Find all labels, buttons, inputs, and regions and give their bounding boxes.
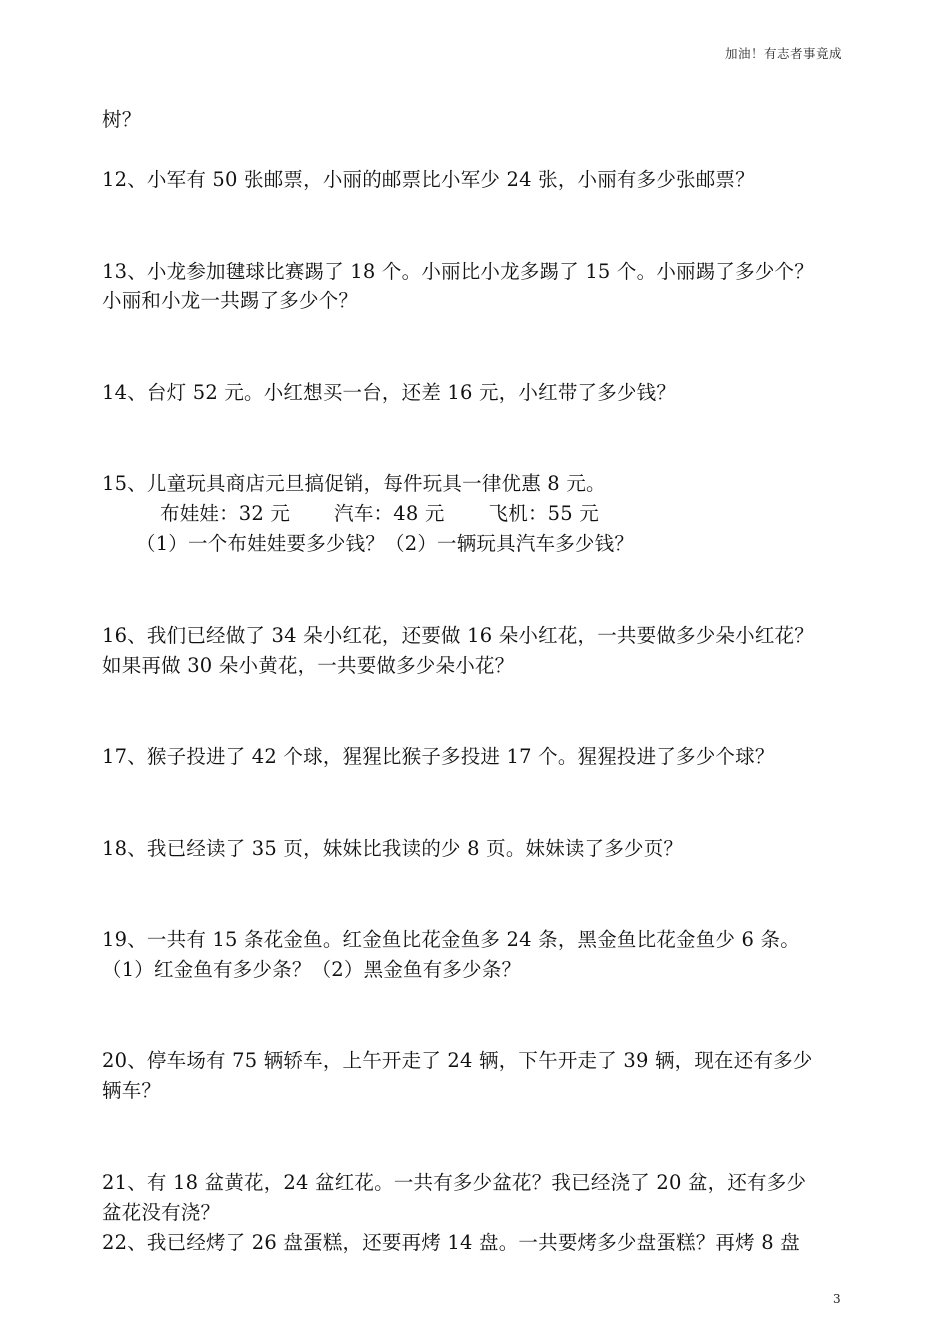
price-doll: 布娃娃：32 元 [160,502,291,525]
question-20-line1: 20、停车场有 75 辆轿车，上午开走了 24 辆，下午开走了 39 辆，现在还有多少 [102,1049,813,1072]
header-slogan: 加油！有志者事竟成 [724,46,842,61]
question-11-tail: 树？ [102,108,142,131]
question-18: 18、我已经读了 35 页，妹妹比我读的少 8 页。妹妹读了多少页？ [102,837,684,860]
price-plane: 飞机：55 元 [488,502,599,525]
page-number: 3 [833,1292,841,1306]
question-22-line1: 22、我已经烤了 26 盘蛋糕，还要再烤 14 盘。一共要烤多少盘蛋糕？再烤 8 盘 [102,1231,800,1254]
question-21-line1: 21、有 18 盆黄花，24 盆红花。一共有多少盆花？我已经浇了 20 盆，还有多少 [102,1171,807,1194]
question-14: 14、台灯 52 元。小红想买一台，还差 16 元，小红带了多少钱？ [102,381,677,404]
question-20-line2: 辆车？ [102,1079,162,1102]
price-car: 汽车：48 元 [334,502,445,525]
question-13-line1: 13、小龙参加毽球比赛踢了 18 个。小丽比小龙多踢了 15 个。小丽踢了多少个？ [102,260,814,283]
question-19-line1: 19、一共有 15 条花金鱼。红金鱼比花金鱼多 24 条，黑金鱼比花金鱼少 6 条。 [102,928,800,951]
question-15-line1: 15、儿童玩具商店元旦搞促销，每件玩具一律优惠 8 元。 [102,472,606,495]
question-21-line2: 盆花没有浇？ [102,1201,221,1224]
question-15-prices [160,501,599,527]
question-16-line2: 如果再做 30 朵小黄花，一共要做多少朵小花？ [102,654,515,677]
question-13-line2: 小丽和小龙一共踢了多少个？ [102,289,359,312]
question-17: 17、猴子投进了 42 个球，猩猩比猴子多投进 17 个。猩猩投进了多少个球？ [102,745,775,768]
question-16-line1: 16、我们已经做了 34 朵小红花，还要做 16 朵小红花，一共要做多少朵小红花？ [102,624,814,647]
question-12: 12、小军有 50 张邮票，小丽的邮票比小军少 24 张，小丽有多少张邮票？ [102,168,755,191]
question-15-subquestions: （1）一个布娃娃要多少钱？（2）一辆玩具汽车多少钱？ [136,532,635,555]
question-19-line2: （1）红金鱼有多少条？（2）黑金鱼有多少条？ [102,958,522,981]
